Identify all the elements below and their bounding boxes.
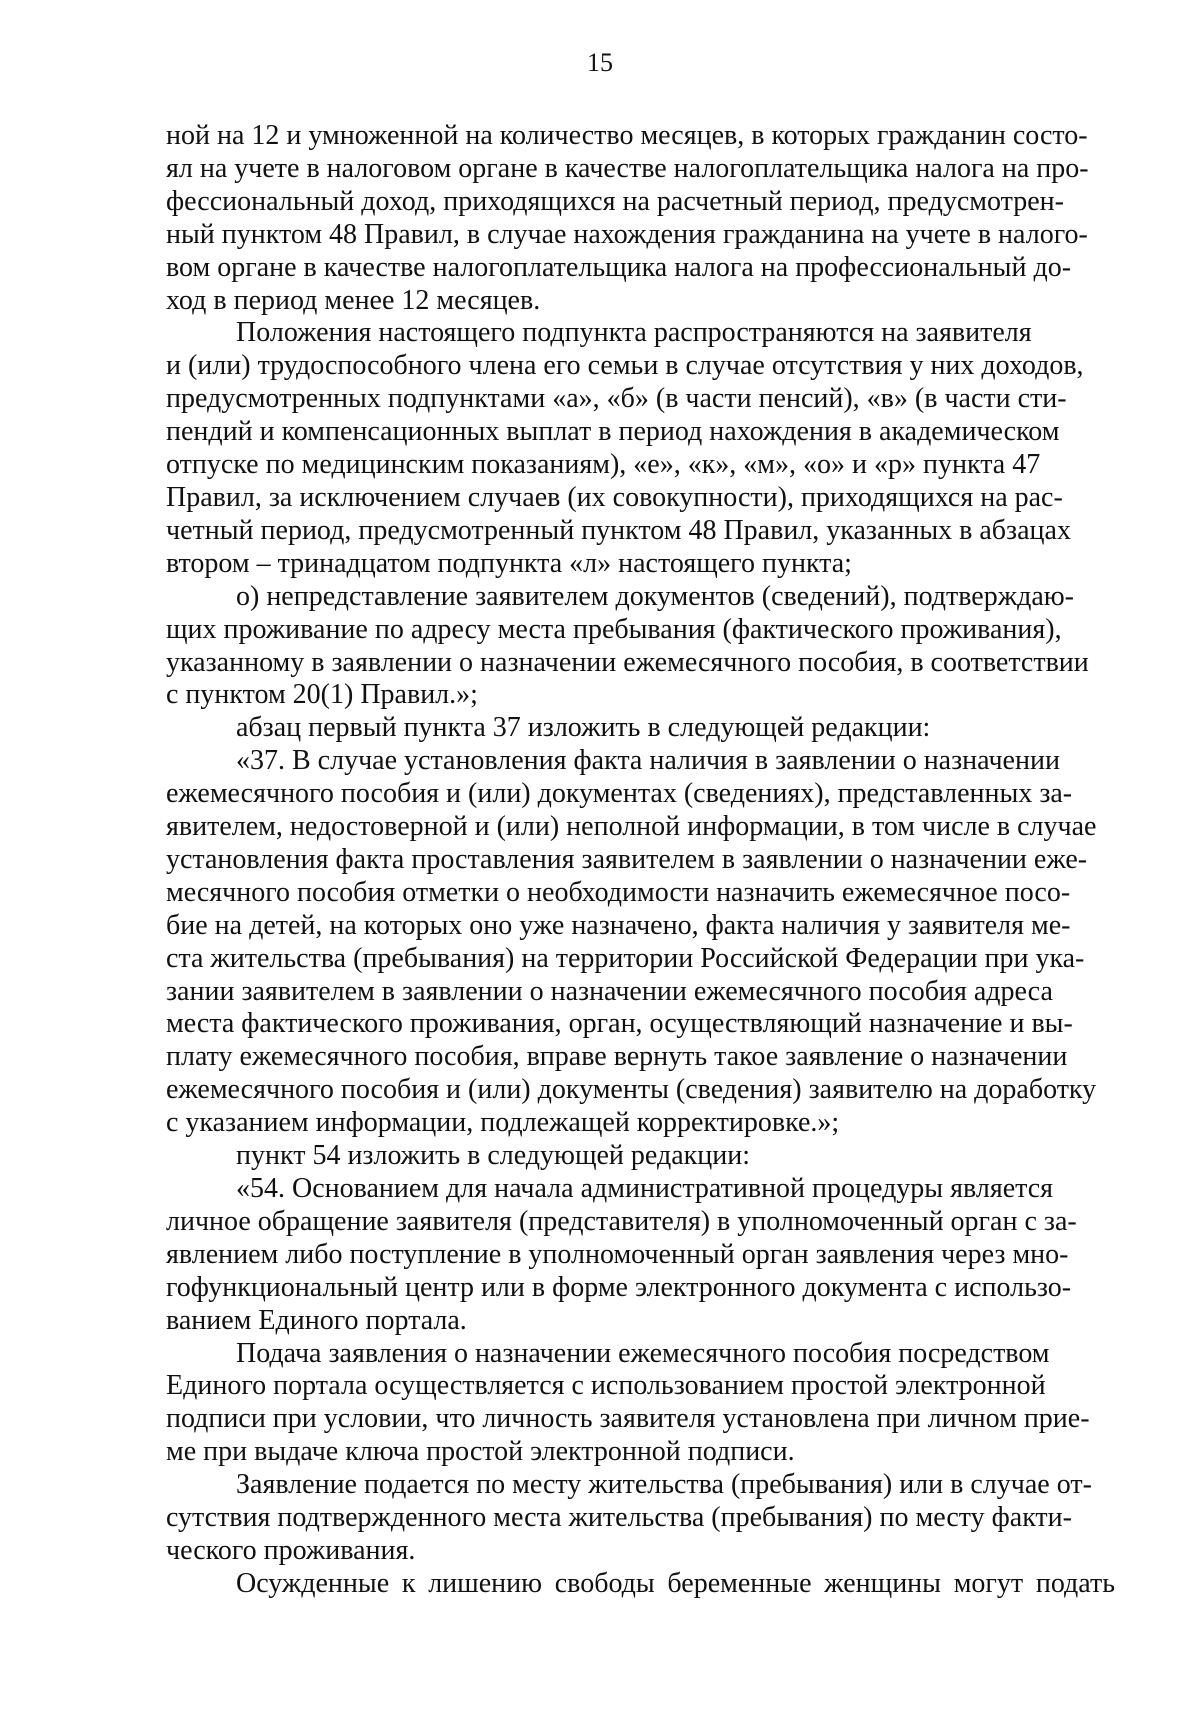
paragraph-place-of-submission: Заявление подается по месту жительства (пребывания) или в случае от- сутствия подтвержденного места жительства (пребывания) по месту факти- ческого проживания. (166, 1469, 1092, 1566)
paragraph-item-54: «54. Основанием для начала административной процедуры является личное обращение заявителя (представителя) в уполномоченный орган с за- явлением либо поступление в уполномоченный орган заявления через мно- гофункциональный центр или в форме электронного документа с использо- ванием Единого портала. (166, 1173, 1077, 1336)
paragraph-convicted-women: Осужденные к лишению свободы беременные женщины могут подать (236, 1567, 1115, 1599)
paragraph-portal-submission: Подача заявления о назначении ежемесячного пособия посредством Единого портала осуществляется с использованием простой электронной подписи при условии, что личность заявителя установлена при личном прие- ме при выдаче ключа простой электронной подписи. (166, 1337, 1090, 1468)
paragraph-continuation: ной на 12 и умноженной на количество месяцев, в которых гражданин состо- ял на учете в налоговом органе в качестве налогоплательщика налога на про- фессиональный доход, приходящихся на расчетный период, предусмотрен- ный пунктом 48 Правил, в случае нахождения гражданина на учете в налого- вом органе в качестве налогоплательщика налога на профессиональный до- ход в период менее 12 месяцев. (166, 120, 1089, 316)
paragraph-subitem-o: о) непредставление заявителем документов (сведений), подтверждаю- щих проживание по адресу места пребывания (фактического проживания), указанному в заявлении о назначении ежемесячного пособия, в соответствии с пунктом 20(1) Правил.»; (166, 580, 1089, 711)
paragraph-item-37: «37. В случае установления факта наличия в заявлении о назначении ежемесячного пособия и (или) документах (сведениях), представленных за- явителем, недостоверной и (или) неполной информации, в том числе в случае установления факта проставления заявителем в заявлении о назначении еже- месячного пособия отметки о необходимости назначить ежемесячное посо- бие на детей, на которых оно уже назначено, факта наличия у заявителя ме- ста жительства (пребывания) на территории Российской Федерации при ука- зании заявителем в заявлении о назначении ежемесячного пособия адреса места фактического проживания, орган, осуществляющий назначение и вы- плату ежемесячного пособия, вправе вернуть такое заявление о назначении ежемесячного пособия и (или) документы (сведения) заявителю на доработку с указанием информации, подлежащей корректировке.»; (166, 745, 1097, 1139)
page-number: 15 (587, 48, 613, 77)
paragraph-provisions: Положения настоящего подпункта распространяются на заявителя и (или) трудоспособного члена его семьи в случае отсутствия у них доходов, предусмотренных подпунктами «а», «б» (в части пенсий), «в» (в части сти- пендий и компенсационных выплат в период нахождения в академическом отпуске по медицинским показаниям), «е», «к», «м», «о» и «р» пункта 47 Правил, за исключением случаев (их совокупности), приходящихся на рас- четный период, предусмотренный пунктом 48 Правил, указанных в абзацах втором – тринадцатом подпункта «л» настоящего пункта; (166, 317, 1084, 579)
paragraph-item-37-intro: абзац первый пункта 37 изложить в следующей редакции: (236, 712, 931, 744)
paragraph-item-54-intro: пункт 54 изложить в следующей редакции: (236, 1140, 750, 1172)
document-body (166, 120, 1115, 1601)
